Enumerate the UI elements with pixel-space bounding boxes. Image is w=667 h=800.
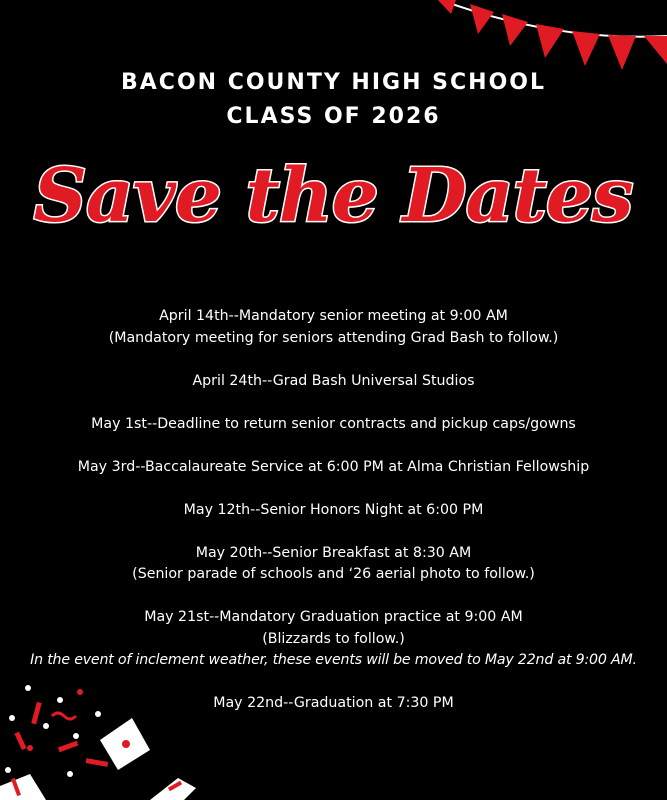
- event-line: May 21st--Mandatory Graduation practice at 9:00 AM: [144, 609, 523, 625]
- confetti-diplomas-icon: [0, 678, 220, 800]
- event-line: May 12th--Senior Honors Night at 6:00 PM: [183, 501, 484, 518]
- class-year: CLASS OF 2026: [226, 104, 441, 129]
- event-line: May 3rd--Baccalaureate Service at 6:00 PM at Alma Christian Fellowship: [77, 458, 590, 475]
- event-note: (Mandatory meeting for seniors attending Grad Bash to follow.): [108, 329, 559, 346]
- event-line: May 22nd--Graduation at 7:30 PM: [213, 695, 454, 711]
- school-heading: [0, 66, 667, 134]
- event-line: April 14th--Mandatory senior meeting at 9:00 AM: [159, 308, 508, 324]
- script-title-text: Save the Dates: [33, 153, 633, 239]
- events-list: [0, 306, 667, 715]
- school-name: BACON COUNTY HIGH SCHOOL: [121, 70, 546, 95]
- event-note: (Blizzards to follow.): [262, 630, 405, 647]
- event-note: (Senior parade of schools and ‘26 aerial photo to follow.): [132, 566, 535, 582]
- weather-note: In the event of inclement weather, these events will be moved to May 22nd at 9:00 AM.: [30, 652, 637, 668]
- save-the-dates-title: [0, 135, 667, 255]
- event-line: May 1st--Deadline to return senior contracts and pickup caps/gowns: [91, 415, 576, 432]
- event-line: April 24th--Grad Bash Universal Studios: [192, 372, 475, 389]
- event-line: May 20th--Senior Breakfast at 8:30 AM: [195, 544, 472, 561]
